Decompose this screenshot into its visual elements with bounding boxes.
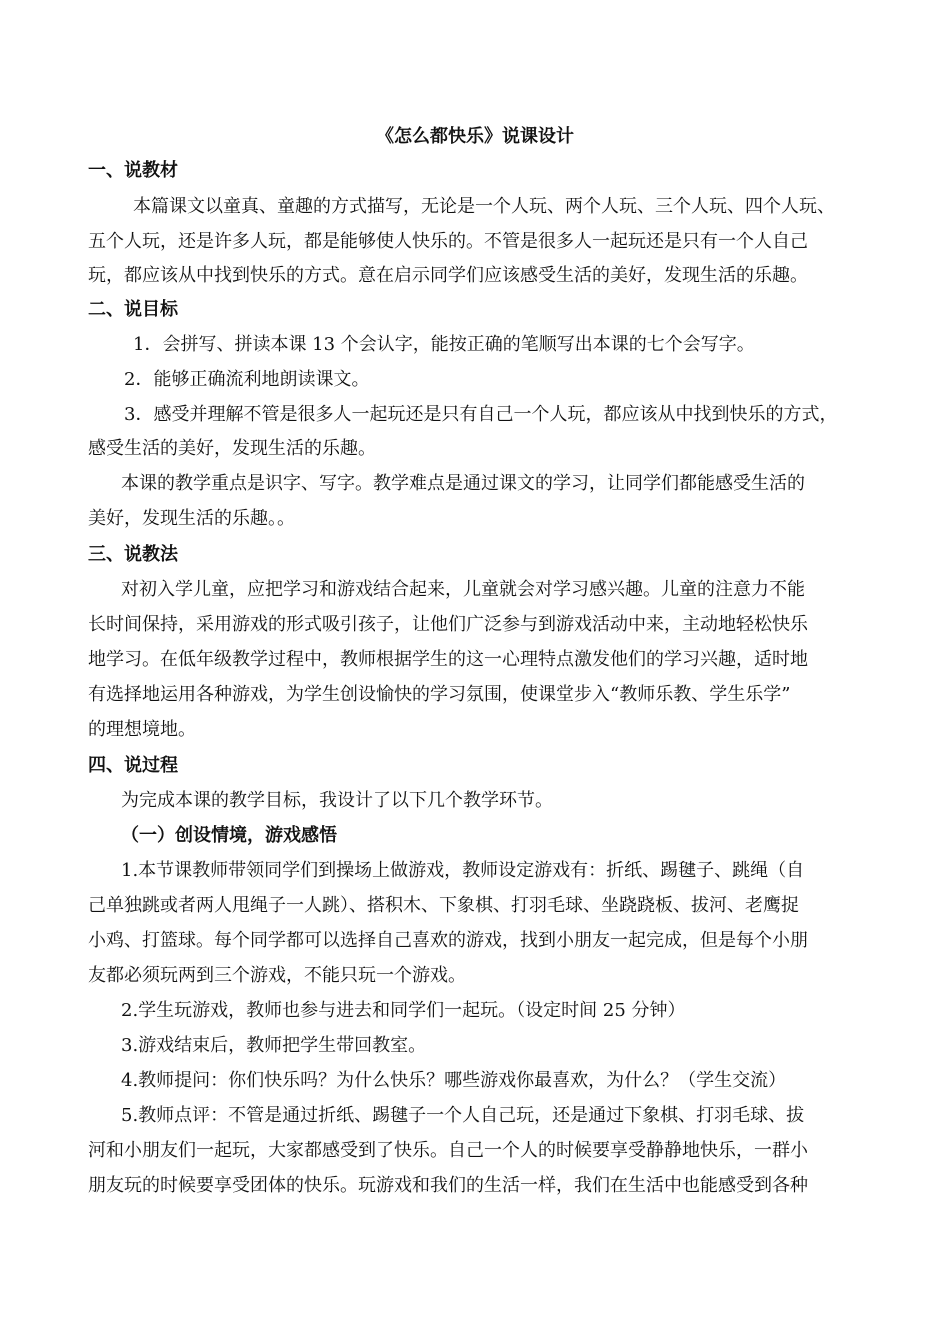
paragraph-line: 长时间保持，采用游戏的形式吸引孩子，让他们广泛参与到游戏活动中来，主动地轻松快乐	[88, 614, 808, 635]
paragraph-line: 本篇课文以童真、童趣的方式描写，无论是一个人玩、两个人玩、三个人玩、四个人玩、	[133, 196, 835, 217]
paragraph-line: 的理想境地。	[88, 719, 196, 740]
section-heading-goals: 二、说目标	[88, 299, 178, 320]
paragraph-line: 5.教师点评：不管是通过折纸、踢毽子一个人自己玩，还是通过下象棋、打羽毛球、拔	[121, 1105, 805, 1126]
paragraph-line: 为完成本课的教学目标，我设计了以下几个教学环节。	[121, 790, 553, 811]
paragraph-line: 五个人玩，还是许多人玩，都是能够使人快乐的。不管是很多人一起玩还是只有一个人自己	[88, 231, 808, 252]
paragraph-line: 1．会拼写、拼读本课 13 个会认字，能按正确的笔顺写出本课的七个会写字。	[133, 334, 755, 355]
paragraph-line: 地学习。在低年级教学过程中，教师根据学生的这一心理特点激发他们的学习兴趣，适时地	[88, 649, 808, 670]
paragraph-line: 对初入学儿童，应把学习和游戏结合起来，儿童就会对学习感兴趣。儿童的注意力不能	[121, 579, 805, 600]
paragraph-line: 友都必须玩两到三个游戏，不能只玩一个游戏。	[88, 965, 466, 986]
subsection-heading: （一）创设情境，游戏感悟	[121, 825, 337, 846]
section-heading-textbook: 一、说教材	[88, 160, 178, 181]
paragraph-line: 4.教师提问：你们快乐吗？为什么快乐？哪些游戏你最喜欢，为什么？（学生交流）	[121, 1070, 787, 1091]
paragraph-line: 美好，发现生活的乐趣。。	[88, 508, 295, 529]
page-title: 《怎么都快乐》说课设计	[376, 126, 574, 147]
paragraph-line: 2.学生玩游戏，教师也参与进去和同学们一起玩。（设定时间 25 分钟）	[121, 1000, 686, 1021]
paragraph-line: 朋友玩的时候要享受团体的快乐。玩游戏和我们的生活一样，我们在生活中也能感受到各种	[88, 1175, 808, 1196]
paragraph-line: 3.游戏结束后，教师把学生带回教室。	[121, 1035, 427, 1056]
paragraph-line: 玩，都应该从中找到快乐的方式。意在启示同学们应该感受生活的美好，发现生活的乐趣。	[88, 265, 808, 286]
paragraph-line: 3．感受并理解不管是很多人一起玩还是只有自己一个人玩，都应该从中找到快乐的方式，	[124, 404, 838, 425]
section-heading-method: 三、说教法	[88, 544, 178, 565]
paragraph-line: 本课的教学重点是识字、写字。教学难点是通过课文的学习，让同学们都能感受生活的	[121, 473, 805, 494]
paragraph-line: 1.本节课教师带领同学们到操场上做游戏，教师设定游戏有：折纸、踢毽子、跳绳（自	[121, 860, 805, 881]
paragraph-line: 己单独跳或者两人甩绳子一人跳）、搭积木、下象棋、打羽毛球、坐跷跷板、拔河、老鹰捉	[88, 895, 799, 916]
paragraph-line: 有选择地运用各种游戏，为学生创设愉快的学习氛围，使课堂步入“教师乐教、学生乐学”	[88, 684, 791, 705]
paragraph-line: 河和小朋友们一起玩，大家都感受到了快乐。自己一个人的时候要享受静静地快乐，一群小	[88, 1140, 808, 1161]
paragraph-line: 小鸡、打篮球。每个同学都可以选择自己喜欢的游戏，找到小朋友一起完成，但是每个小朋	[88, 930, 808, 951]
paragraph-line: 2．能够正确流利地朗读课文。	[124, 369, 370, 390]
section-heading-process: 四、说过程	[88, 755, 178, 776]
paragraph-line: 感受生活的美好，发现生活的乐趣。	[88, 438, 376, 459]
